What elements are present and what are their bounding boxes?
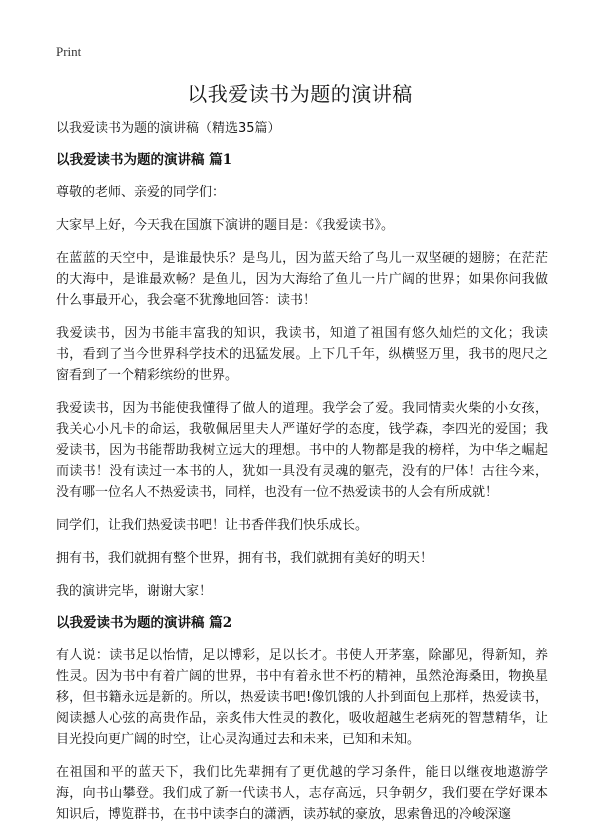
print-link[interactable]: Print <box>56 44 82 59</box>
paragraph: 有人说：读书足以怡情，足以博彩，足以长才。书使人开茅塞，除鄙见，得新知，养性灵。因为书中有着广阔的世界，书中有着永世不朽的精神，虽然沧海桑田，物换星移，但书籍永远是新的。所以，热爱读书吧!像饥饿的人扑到面包上那样，热爱读书，阅读撼人心弦的高贵作品，亲炙伟大性灵的教化，吸收超越生老病死的智慧精华，让目光投向更广阔的时空，让心灵沟通过去和未来，已知和未知。 <box>56 648 548 747</box>
document-subtitle: 以我爱读书为题的演讲稿（精选35篇） <box>56 121 281 136</box>
section-heading: 以我爱读书为题的演讲稿 篇2 <box>56 615 233 631</box>
paragraph: 尊敬的老师、亲爱的同学们： <box>56 185 226 200</box>
paragraph: 我爱读书，因为书能使我懂得了做人的道理。我学会了爱。我同情卖火柴的小女孩，我关心小凡卡的命运，我敬佩居里夫人严谨好学的态度，钱学森，李四光的爱国；我爱读书，因为书能帮助我树立远大的理想。书中的人物都是我的榜样，为中华之崛起而读书！没有读过一本书的人，犹如一具没有灵魂的躯壳，没有的尸体！古往今来，没有哪一位名人不热爱读书，同样，也没有一位不热爱读书的人会有所成就！ <box>56 401 548 500</box>
section-1 <box>56 151 548 602</box>
paragraph: 我爱读书，因为书能丰富我的知识，我读书，知道了祖国有悠久灿烂的文化；我读书，看到了当今世界科学技术的迅猛发展。上下几千年，纵横竖万里，我书的咫尺之窗看到了一个精彩缤纷的世界。 <box>56 326 548 383</box>
paragraph: 同学们，让我们热爱读书吧！让书香伴我们快乐成长。 <box>56 518 369 533</box>
page-title: 以我爱读书为题的演讲稿 <box>187 82 413 106</box>
paragraph: 在蓝蓝的天空中，是谁最快乐？是鸟儿，因为蓝天给了鸟儿一双坚硬的翅膀；在茫茫的大海中，是谁最欢畅？是鱼儿，因为大海给了鱼儿一片广阔的世界；如果你问我做什么事最开心，我会毫不犹豫地回答：读书！ <box>56 251 548 308</box>
paragraph: 在祖国和平的蓝天下，我们比先辈拥有了更优越的学习条件，能日以继夜地遨游学海，向书山攀登。我们成了新一代读书人，志存高远，只争朝夕，我们要在学好课本知识后，博览群书，在书中读李白的潇洒，读苏轼的豪放，思索鲁迅的冷峻深邃 <box>56 765 548 822</box>
paragraph: 我的演讲完毕，谢谢大家！ <box>56 584 213 599</box>
section-2 <box>56 614 548 825</box>
section-heading: 以我爱读书为题的演讲稿 篇1 <box>56 152 233 168</box>
document-body <box>56 120 548 837</box>
paragraph: 拥有书，我们就拥有整个世界，拥有书，我们就拥有美好的明天！ <box>56 551 434 566</box>
paragraph: 大家早上好，今天我在国旗下演讲的题目是：《我爱读书》。 <box>56 218 395 233</box>
